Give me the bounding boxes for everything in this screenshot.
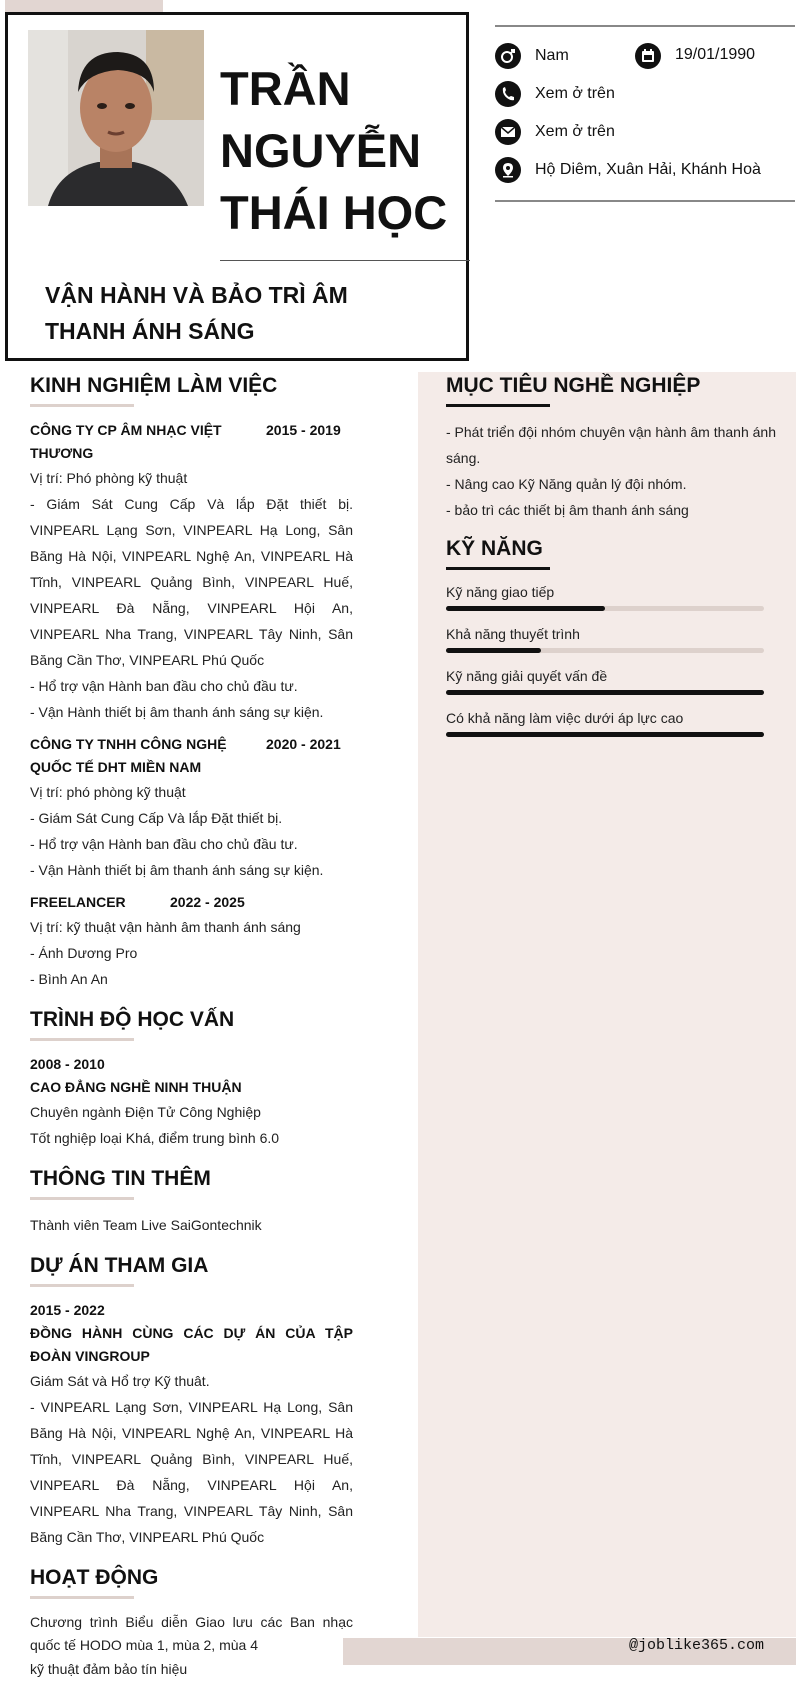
job-company: CÔNG TY TNHH CÔNG NGHỆ QUỐC TẾ DHT MIỀN NAM <box>30 736 227 775</box>
objective-line: - bảo trì các thiết bị âm thanh ánh sáng <box>446 502 689 518</box>
address-value: Hộ Diêm, Xuân Hải, Khánh Hoà <box>535 161 761 178</box>
project-role: Giám Sát và Hổ trợ Kỹ thuât. <box>30 1373 210 1389</box>
skill-bar-fill <box>446 690 764 695</box>
experience-section <box>30 372 353 992</box>
candidate-name <box>220 58 460 244</box>
skill-bar-fill <box>446 606 605 611</box>
job-company: FREELANCER <box>30 894 126 910</box>
gender-value: Nam <box>535 47 569 64</box>
project-period: 2015 - 2022 <box>30 1302 105 1318</box>
extra-title: THÔNG TIN THÊM <box>30 1167 211 1190</box>
name-line-3: THÁI HỌC <box>220 186 448 239</box>
section-underline <box>446 567 550 570</box>
avatar-photo <box>28 30 204 206</box>
projects-title: DỰ ÁN THAM GIA <box>30 1254 209 1277</box>
education-section <box>30 1006 353 1151</box>
left-column <box>30 372 353 1682</box>
skill-bar <box>446 690 764 695</box>
name-line-2: NGUYỄN <box>220 124 422 177</box>
contact-row-address <box>495 141 795 179</box>
name-line-1: TRẦN <box>220 62 351 115</box>
right-column <box>446 372 776 750</box>
project-detail: - VINPEARL Lạng Sơn, VINPEARL Hạ Long, Sân Băng Hà Nội, VINPEARL Nghệ An, VINPEARL Hà Tĩnh, VINPEARL Quảng Bình, VINPEARL Huế, VINPEARL Đà Nẵng, VINPEARL Hội An, VINPEARL Nha Trang, VINPEARL Tây Ninh, Sân Băng Cần Thơ, VINPEARL Phú Quốc <box>30 1399 353 1545</box>
objective-line: - Nâng cao Kỹ Năng quản lý đội nhóm. <box>446 476 687 492</box>
skill-label: Khả năng thuyết trình <box>446 626 580 642</box>
skills-section <box>446 535 776 737</box>
avatar <box>28 30 204 206</box>
skill-bar <box>446 648 764 653</box>
skills-list <box>446 582 776 737</box>
contact-row-gender <box>495 27 795 65</box>
education-major: Chuyên ngành Điện Tử Công Nghiệp <box>30 1104 261 1120</box>
job-line: - Giám Sát Cung Cấp Và lắp Đặt thiết bị. <box>30 810 283 826</box>
job-title: VẬN HÀNH VÀ BẢO TRÌ ÂM THANH ÁNH SÁNG <box>45 282 348 344</box>
job-line: - Vận Hành thiết bị âm thanh ánh sáng sự kiện. <box>30 704 324 720</box>
section-underline <box>30 1038 134 1041</box>
job-line: - Ánh Dương Pro <box>30 945 138 961</box>
contact-row-email <box>495 103 795 141</box>
education-school: CAO ĐẲNG NGHỀ NINH THUẬN <box>30 1079 242 1095</box>
job-period: 2015 - 2019 <box>266 422 341 438</box>
job-line: Vị trí: phó phòng kỹ thuật <box>30 784 186 800</box>
job-entry <box>30 419 353 725</box>
skill-bar-fill <box>446 648 541 653</box>
job-entry <box>30 891 353 992</box>
activity-line: kỹ thuật đảm bảo tín hiệu <box>30 1661 188 1677</box>
experience-title: KINH NGHIỆM LÀM VIỆC <box>30 374 278 397</box>
location-icon <box>495 157 521 183</box>
contact-row-phone <box>495 65 795 103</box>
skill-item <box>446 624 776 653</box>
section-underline <box>30 1197 134 1200</box>
education-title: TRÌNH ĐỘ HỌC VẤN <box>30 1008 235 1031</box>
job-line: - Bình An An <box>30 971 108 987</box>
job-period: 2022 - 2025 <box>170 894 245 910</box>
objective-section <box>446 372 776 523</box>
contact-bottom-rule <box>495 200 795 202</box>
section-underline <box>30 404 134 407</box>
education-period: 2008 - 2010 <box>30 1056 105 1072</box>
section-underline <box>30 1284 134 1287</box>
activities-section <box>30 1564 353 1682</box>
skill-bar <box>446 732 764 737</box>
skill-item <box>446 582 776 611</box>
objective-line: - Phát triển đội nhóm chuyên vận hành âm thanh ánh sáng. <box>446 424 776 466</box>
objective-title: MỤC TIÊU NGHỀ NGHIỆP <box>446 374 701 397</box>
name-divider <box>220 260 470 261</box>
job-company: CÔNG TY CP ÂM NHẠC VIỆT THƯƠNG <box>30 422 222 461</box>
skill-label: Kỹ năng giải quyết vấn đề <box>446 668 608 684</box>
job-line: - Hổ trợ vận Hành ban đầu cho chủ đầu tư. <box>30 836 298 852</box>
activity-line: Chương trình Biểu diễn Giao lưu các Ban nhạc quốc tế HODO mùa 1, mùa 2, mùa 4 <box>30 1614 353 1653</box>
projects-section <box>30 1252 353 1550</box>
extra-text: Thành viên Team Live SaiGontechnik <box>30 1217 262 1233</box>
job-entry <box>30 733 353 883</box>
contact-info <box>495 25 795 202</box>
job-line: Vị trí: Phó phòng kỹ thuật <box>30 470 188 486</box>
skill-label: Kỹ năng giao tiếp <box>446 584 555 600</box>
section-underline <box>30 1596 134 1599</box>
job-line: Vị trí: kỹ thuật vận hành âm thanh ánh sáng <box>30 919 301 935</box>
skill-bar <box>446 606 764 611</box>
job-period: 2020 - 2021 <box>266 736 341 752</box>
header-card <box>5 12 469 361</box>
watermark: @joblike365.com <box>629 1637 765 1654</box>
education-result: Tốt nghiệp loại Khá, điểm trung bình 6.0 <box>30 1130 280 1146</box>
extra-section <box>30 1165 353 1238</box>
phone-value: Xem ở trên <box>535 85 615 102</box>
job-line: - Giám Sát Cung Cấp Và lắp Đặt thiết bị. VINPEARL Lạng Sơn, VINPEARL Hạ Long, Sân Băng Hà Nội, VINPEARL Nghệ An, VINPEARL Hà Tĩnh, VINPEARL Quảng Bình, VINPEARL Huế, VINPEARL Đà Nẵng, VINPEARL Hội An, VINPEARL Nha Trang, VINPEARL Tây Ninh, Sân Băng Cần Thơ, VINPEARL Phú Quốc <box>30 496 353 668</box>
activities-title: HOẠT ĐỘNG <box>30 1566 159 1589</box>
project-name: ĐỒNG HÀNH CÙNG CÁC DỰ ÁN CỦA TẬP ĐOÀN VINGROUP <box>30 1325 353 1364</box>
skill-bar-fill <box>446 732 764 737</box>
job-line: - Vận Hành thiết bị âm thanh ánh sáng sự kiện. <box>30 862 324 878</box>
skill-label: Có khả năng làm việc dưới áp lực cao <box>446 710 684 726</box>
section-underline <box>446 404 550 407</box>
skill-item <box>446 708 776 737</box>
dob-value: 19/01/1990 <box>675 46 756 63</box>
skills-title: KỸ NĂNG <box>446 537 543 560</box>
job-line: - Hổ trợ vận Hành ban đầu cho chủ đầu tư. <box>30 678 298 694</box>
email-value: Xem ở trên <box>535 123 615 140</box>
skill-item <box>446 666 776 695</box>
